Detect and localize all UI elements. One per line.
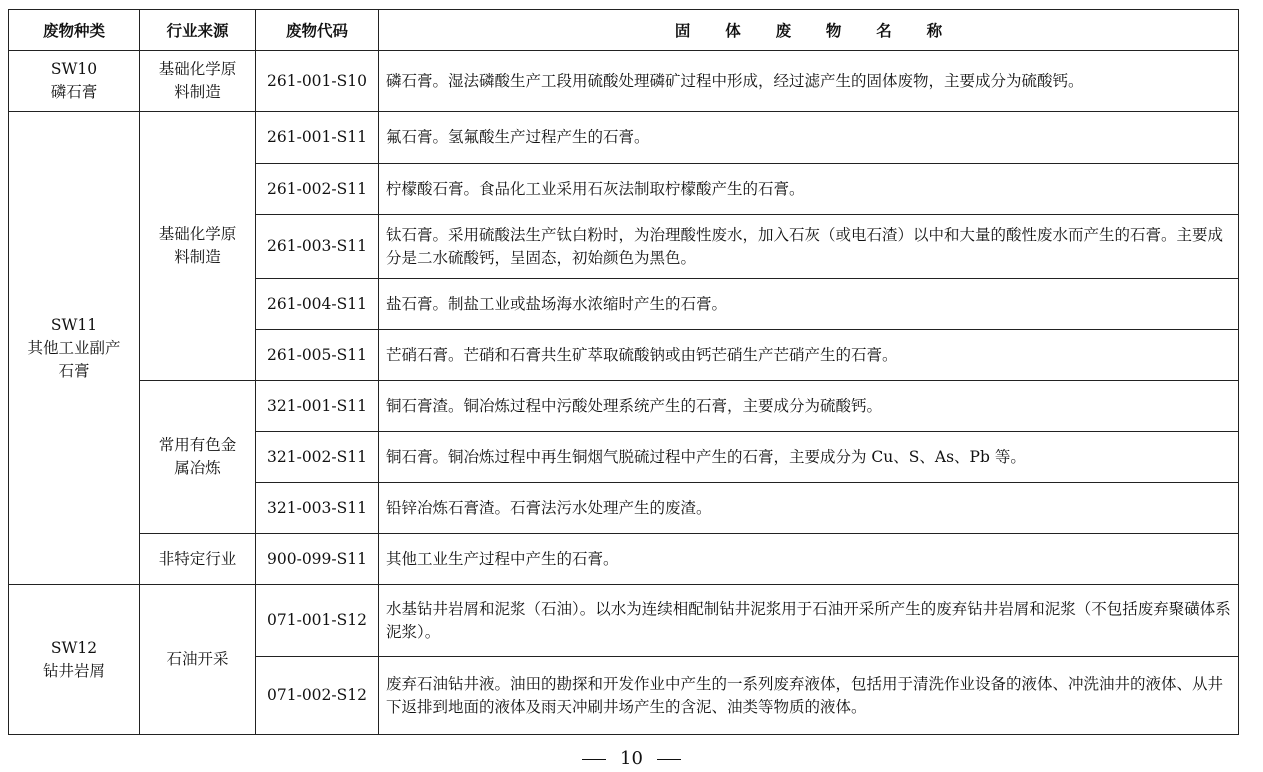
waste-code: 071-001-S12 bbox=[256, 585, 379, 657]
category-cell bbox=[9, 112, 140, 585]
waste-description: 铅锌冶炼石膏渣。石膏法污水处理产生的废渣。 bbox=[379, 483, 1239, 534]
waste-description: 水基钻井岩屑和泥浆（石油）。以水为连续相配制钻井泥浆用于石油开采所产生的废弃钻井岩屑和泥浆（不包括废弃聚磺体系泥浆）。 bbox=[379, 585, 1239, 657]
source-label: 基础化学原 bbox=[158, 60, 237, 78]
waste-code: 900-099-S11 bbox=[256, 534, 379, 585]
table-row bbox=[9, 112, 1239, 164]
waste-classification-table bbox=[8, 9, 1239, 735]
source-label: 非特定行业 bbox=[158, 549, 237, 568]
table-row bbox=[9, 51, 1239, 112]
waste-code: 261-005-S11 bbox=[256, 330, 379, 381]
category-label: 钻井岩屑 bbox=[42, 661, 105, 680]
table-row bbox=[9, 381, 1239, 432]
source-label: 石油开采 bbox=[166, 650, 229, 668]
waste-code: 261-001-S11 bbox=[256, 112, 379, 164]
waste-code: 071-002-S12 bbox=[256, 657, 379, 735]
category-cell bbox=[9, 585, 140, 735]
source-cell bbox=[140, 381, 256, 534]
waste-description: 柠檬酸石膏。食品化工业采用石灰法制取柠檬酸产生的石膏。 bbox=[379, 164, 1239, 215]
waste-description: 钛石膏。采用硫酸法生产钛白粉时，为治理酸性废水，加入石灰（或电石渣）以中和大量的酸性废水而产生的石膏。主要成分是二水硫酸钙，呈固态，初始颜色为黑色。 bbox=[379, 215, 1239, 279]
header-source: 行业来源 bbox=[140, 10, 256, 51]
waste-code: 261-004-S11 bbox=[256, 279, 379, 330]
source-cell bbox=[140, 585, 256, 735]
waste-description: 废弃石油钻井液。油田的勘探和开发作业中产生的一系列废弃液体，包括用于清洗作业设备的液体、冲洗油井的液体、从井下返排到地面的液体及雨天冲刷井场产生的含泥、油类等物质的液体。 bbox=[379, 657, 1239, 735]
waste-description: 铜石膏渣。铜冶炼过程中污酸处理系统产生的石膏，主要成分为硫酸钙。 bbox=[379, 381, 1239, 432]
waste-code: 321-001-S11 bbox=[256, 381, 379, 432]
header-name: 固 体 废 物 名 称 bbox=[379, 10, 1239, 51]
source-cell bbox=[140, 51, 256, 112]
table-row bbox=[9, 585, 1239, 657]
waste-description: 磷石膏。湿法磷酸生产工段用硫酸处理磷矿过程中形成，经过滤产生的固体废物，主要成分为硫酸钙。 bbox=[379, 51, 1239, 112]
header-code: 废物代码 bbox=[256, 10, 379, 51]
category-code: SW11 bbox=[50, 315, 98, 334]
source-cell bbox=[140, 534, 256, 585]
page-dash-right bbox=[657, 759, 681, 760]
source-cell bbox=[140, 112, 256, 381]
category-label: 其他工业副产 bbox=[27, 338, 121, 357]
waste-code: 321-002-S11 bbox=[256, 432, 379, 483]
source-label: 基础化学原 bbox=[158, 225, 237, 243]
table-row bbox=[9, 534, 1239, 585]
source-label: 料制造 bbox=[174, 248, 221, 266]
category-cell bbox=[9, 51, 140, 112]
category-code: SW12 bbox=[50, 638, 98, 657]
waste-code: 321-003-S11 bbox=[256, 483, 379, 534]
table-header-row bbox=[9, 10, 1239, 51]
waste-description: 铜石膏。铜冶炼过程中再生铜烟气脱硫过程中产生的石膏，主要成分为 Cu、S、As、Pb 等。 bbox=[379, 432, 1239, 483]
source-label: 属冶炼 bbox=[174, 459, 221, 477]
page-dash-left bbox=[582, 759, 606, 760]
waste-description: 氟石膏。氢氟酸生产过程产生的石膏。 bbox=[379, 112, 1239, 164]
waste-description: 盐石膏。制盐工业或盐场海水浓缩时产生的石膏。 bbox=[379, 279, 1239, 330]
waste-code: 261-003-S11 bbox=[256, 215, 379, 279]
category-label: 磷石膏 bbox=[50, 83, 98, 101]
waste-description: 芒硝石膏。芒硝和石膏共生矿萃取硫酸钠或由钙芒硝生产芒硝产生的石膏。 bbox=[379, 330, 1239, 381]
category-code: SW10 bbox=[50, 60, 98, 78]
page-number-text: 10 bbox=[620, 748, 643, 769]
page-number bbox=[0, 746, 1263, 772]
category-label: 石膏 bbox=[58, 361, 90, 380]
source-label: 常用有色金 bbox=[158, 436, 237, 454]
waste-code: 261-001-S10 bbox=[256, 51, 379, 112]
source-label: 料制造 bbox=[174, 83, 221, 101]
waste-description: 其他工业生产过程中产生的石膏。 bbox=[379, 534, 1239, 585]
header-category: 废物种类 bbox=[9, 10, 140, 51]
waste-code: 261-002-S11 bbox=[256, 164, 379, 215]
